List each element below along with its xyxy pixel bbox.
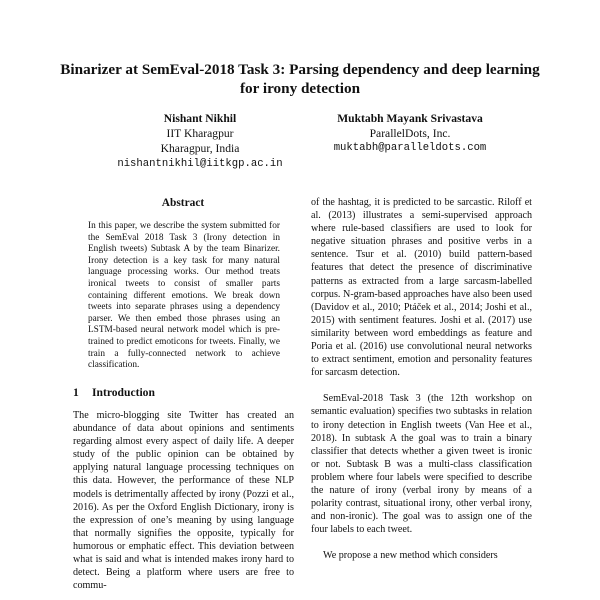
author-email[interactable]: nishantnikhil@iitkgp.ac.in — [117, 157, 283, 170]
body-paragraph: of the hashtag, it is predicted to be sarcastic. Riloff et al. (2013) illustrates a semi-supervised approach where rule-based classifiers are used to look for negative situation phrases and positive verbs in a sentence. Tsur et al. (2010) build pattern-based features that detect the presence of discriminative patterns as extracted from a large sarcasm-labelled corpus. N-gram-based approaches have also been used (Davidov et al., 2010; Ptáček et al., 2014; Joshi et al., 2015) with sentiment features. Joshi et al. (2017) use similarity between word embeddings as feature and Poria et al. (2016) use convolutional neural networks to extract sentiment, emotion and personality features for sarcasm detection. — [311, 197, 532, 379]
author-name: Nishant Nikhil — [163, 112, 237, 125]
author-name: Muktabh Mayank Srivastava — [337, 112, 483, 125]
author-email[interactable]: muktabh@paralleldots.com — [333, 142, 487, 155]
paper-title: Binarizer at SemEval-2018 Task 3: Parsing dependency and deep learning for irony detection — [60, 61, 540, 97]
intro-paragraph: The micro-blogging site Twitter has created an abundance of data about opinions and sentiments regarding almost every aspect of daily life. A deeper study of the public opinion can be obtained by applying natural language processing techniques on this data. However, the performance of these NLP models is detrimentally affected by irony (Pozzi et al., 2016). As per the Oxford English Dictionary, irony is the expression of one’s meaning by using language that normally signifies the opposite, typically for humorous or emphatic effect. This deviation between what is said and what is intended makes irony hard to detect. Being a platform where users are free to commu- — [73, 410, 294, 592]
left-column-body — [73, 409, 294, 592]
right-column-body — [311, 196, 532, 562]
author-block-2 — [300, 111, 520, 157]
section-number: 1 — [73, 386, 79, 399]
body-paragraph: SemEval-2018 Task 3 (the 12th workshop on semantic evaluation) specifies two subtasks in relation to irony detection in English tweets (Van Hee et al., 2018). In subtask A the goal was to train a binary classifier that detects whether a given tweet is ironic or not. Subtask B was a multi-class classification problem where four labels were specified to describe the nature of irony (verbal irony by means of a polarity contrast, situational irony, other verbal irony, and non-ironic). The goal was to assign one of the four labels to each tweet. — [311, 393, 532, 536]
author-affiliation: IIT Kharagpur — [166, 127, 234, 141]
section-heading-introduction — [73, 386, 293, 399]
abstract-heading: Abstract — [161, 197, 205, 209]
body-paragraph: We propose a new method which considers — [323, 550, 498, 562]
abstract-text: In this paper, we describe the system submitted for the SemEval 2018 Task 3 (Irony detection in English tweets) Subtask A by the team Binarizer. Irony detection is a key task for many natural language processing works. Our method treats ironical tweets to consist of smaller parts containing different emotions. We break down tweets into separate phrases using a dependency parser. We then embed those phrases using an LSTM-based neural network model which is pre-trained to predict emoticons for tweets. Finally, we train a fully-connected network to achieve classification. — [88, 221, 280, 371]
section-title: Introduction — [92, 386, 155, 399]
author-block-1 — [100, 111, 300, 172]
author-location: Kharagpur, India — [160, 142, 240, 156]
author-affiliation: ParallelDots, Inc. — [369, 127, 451, 141]
